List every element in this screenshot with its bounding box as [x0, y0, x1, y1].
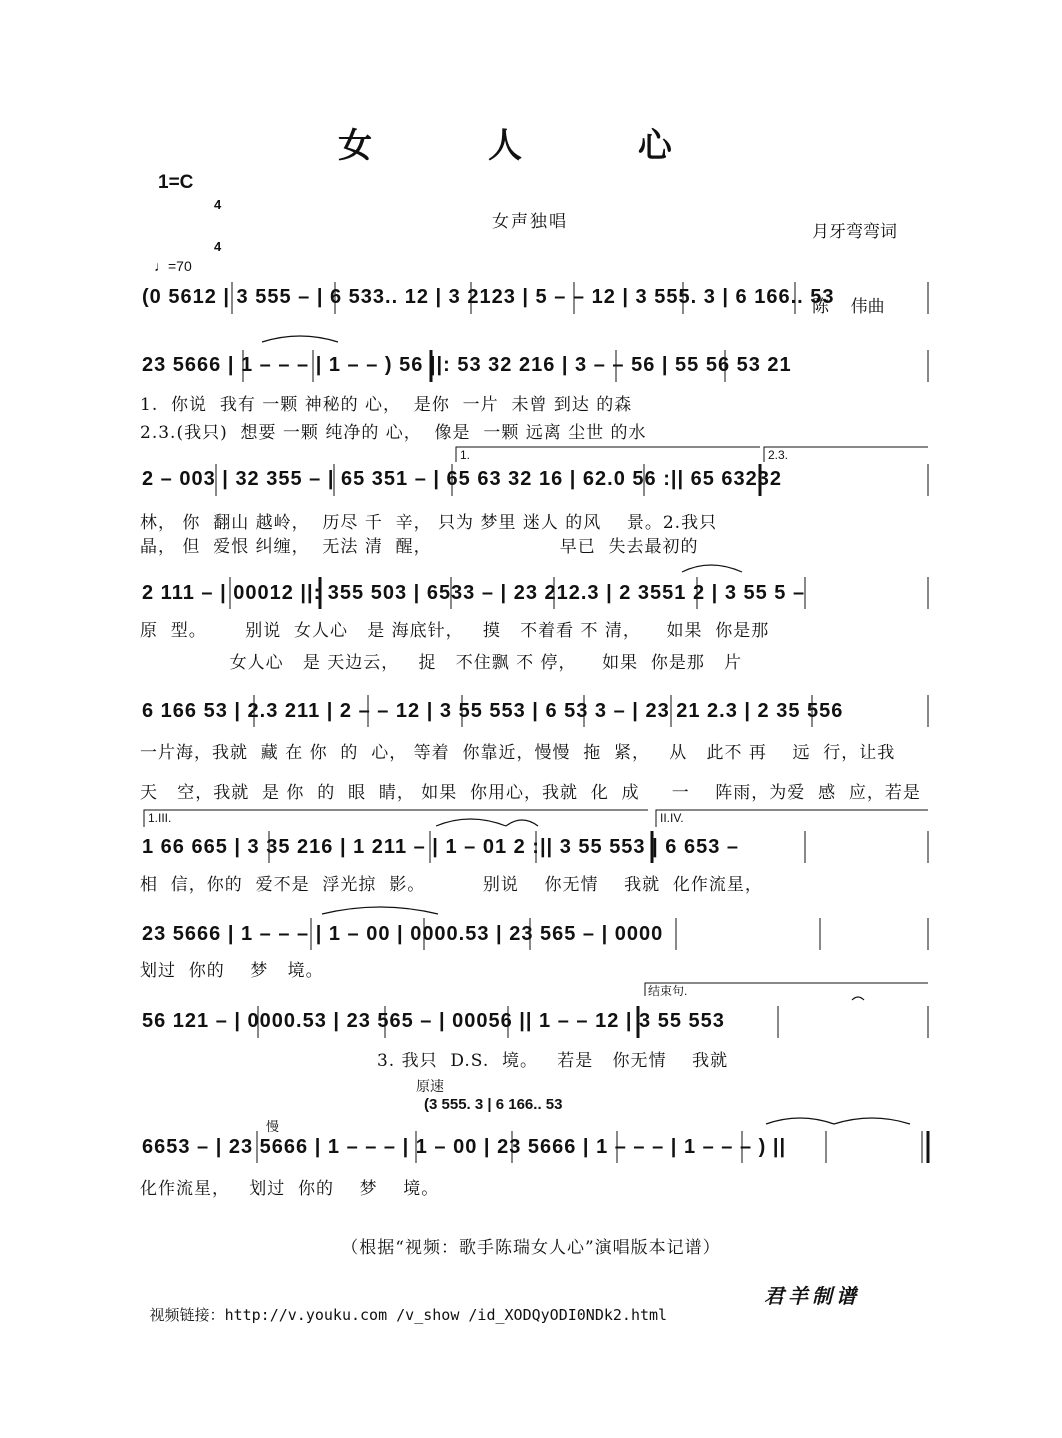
slow-mark: 慢 [266, 1120, 280, 1135]
transcriber-signature: 君羊制谱 [764, 1284, 860, 1308]
volta-2-4-label: II.IV. [660, 811, 684, 825]
lyrics-row-5-verse-2: 天 空，我就 是 你 的 眼 睛， 如果 你用心，我就 化 成 一 阵雨，为爱 感 应，若是 [140, 783, 921, 803]
lyricist: 月牙弯弯词 [812, 222, 897, 242]
score-row-6: 1 66 665 | 3 35 216 | 1 211 – | 1 – 01 2 :|| 3 55 553 | 6 653 – [142, 836, 739, 858]
tempo-mark: ♩=70 [154, 258, 192, 274]
composer: 陈 伟曲 [812, 297, 885, 317]
lyrics-row-4-verse-1: 原 型。 别说 女人心 是 海底针， 摸 不着看 不 清， 如果 你是那 [140, 621, 770, 641]
key-signature: 1=C [158, 172, 194, 193]
time-signature-top: 4 [214, 197, 222, 212]
score-row-4: 2 111 – | 00012 ||: 355 503 | 6533 – | 23 212.3 | 2 3551 2 | 3 55 5 – [142, 582, 806, 604]
lyrics-row-6: 相 信，你的 爱不是 浮光掠 影。 别说 你无情 我就 化作流星， [140, 875, 763, 895]
volta-1-label: 1. [460, 448, 471, 462]
lyrics-row-3-verse-1: 林， 你 翻山 越岭， 历尽 千 辛， 只为 梦里 迷人 的风 景。2.我只 [140, 513, 718, 533]
lyrics-row-4-verse-2: 女人心 是 天边云， 捉 不住飘 不 停， 如果 你是那 片 [140, 653, 743, 673]
credits [812, 170, 897, 345]
restart-notes: (3 555. 3 | 6 166.. 53 [424, 1096, 563, 1113]
video-link-label: 视频链接： [149, 1306, 225, 1324]
score-row-5: 6 166 53 | 2.3 211 | 2 – – 12 | 3 55 553 | 6 53 3 – | 23 21 2.3 | 2 35 556 [142, 700, 844, 722]
song-title: 女 人 心 [338, 126, 724, 166]
score-row-7: 23 5666 | 1 – – – | 1 – 00 | 0000.53 | 23 565 – | 0000 [142, 923, 664, 945]
lyrics-row-3-verse-2: 晶， 但 爱恨 纠缠， 无法 清 醒， 早已 失去最初的 [140, 537, 699, 557]
video-url[interactable]: http://v.youku.com /v_show /id_XODQyODI0NDk2.html [224, 1306, 668, 1324]
lyrics-row-7: 划过 你的 梦 境。 [140, 961, 324, 981]
video-link [140, 1286, 667, 1325]
score-row-8: 56 121 – | 0000.53 | 23 565 – | 00056 || 1 – – 12 | 3 55 553 [142, 1010, 725, 1032]
source-note: （根据“视频：歌手陈瑞女人心”演唱版本记谱） [341, 1238, 721, 1258]
lyrics-row-5-verse-1: 一片海，我就 藏 在 你 的 心， 等着 你靠近，慢慢 拖 紧， 从 此不 再 远 行，让我 [140, 743, 896, 763]
performance-type: 女声独唱 [492, 212, 568, 232]
original-tempo-mark: 原速 [416, 1079, 444, 1095]
lyrics-row-2-verse-2: 2.3.(我只) 想要 一颗 纯净的 心， 像是 一颗 远离 尘世 的水 [140, 423, 647, 443]
coda-label: 结束句. [648, 984, 688, 998]
score-row-1: (0 5612 | 3 555 – | 6 533.. 12 | 3 2123 | 5 – – 12 | 3 555. 3 | 6 166.. 53 [142, 286, 835, 308]
lyrics-row-9: 化作流星， 划过 你的 梦 境。 [140, 1179, 440, 1199]
time-signature [214, 170, 221, 268]
time-signature-bottom: 4 [214, 239, 222, 254]
lyrics-row-2-verse-1: 1. 你说 我有 一颗 神秘的 心， 是你 一片 未曾 到达 的森 [140, 395, 633, 415]
volta-23-label: 2.3. [768, 448, 789, 462]
score-row-3: 2 – 003 | 32 355 – | 65 351 – | 65 63 32 16 | 62.0 56 :|| 65 63232 [142, 468, 783, 490]
score-row-2: 23 5666 | 1 – – – | 1 – – ) 56 ||: 53 32 216 | 3 – – 56 | 55 56 53 21 [142, 354, 792, 376]
score-row-9: 6653 – | 23 5666 | 1 – – – | 1 – 00 | 23 5666 | 1 – – – | 1 – – – ) || [142, 1136, 787, 1158]
lyrics-row-8: 3. 我只 D.S. 境。 若是 你无情 我就 [140, 1051, 729, 1071]
volta-1-3-label: 1.III. [148, 811, 172, 825]
